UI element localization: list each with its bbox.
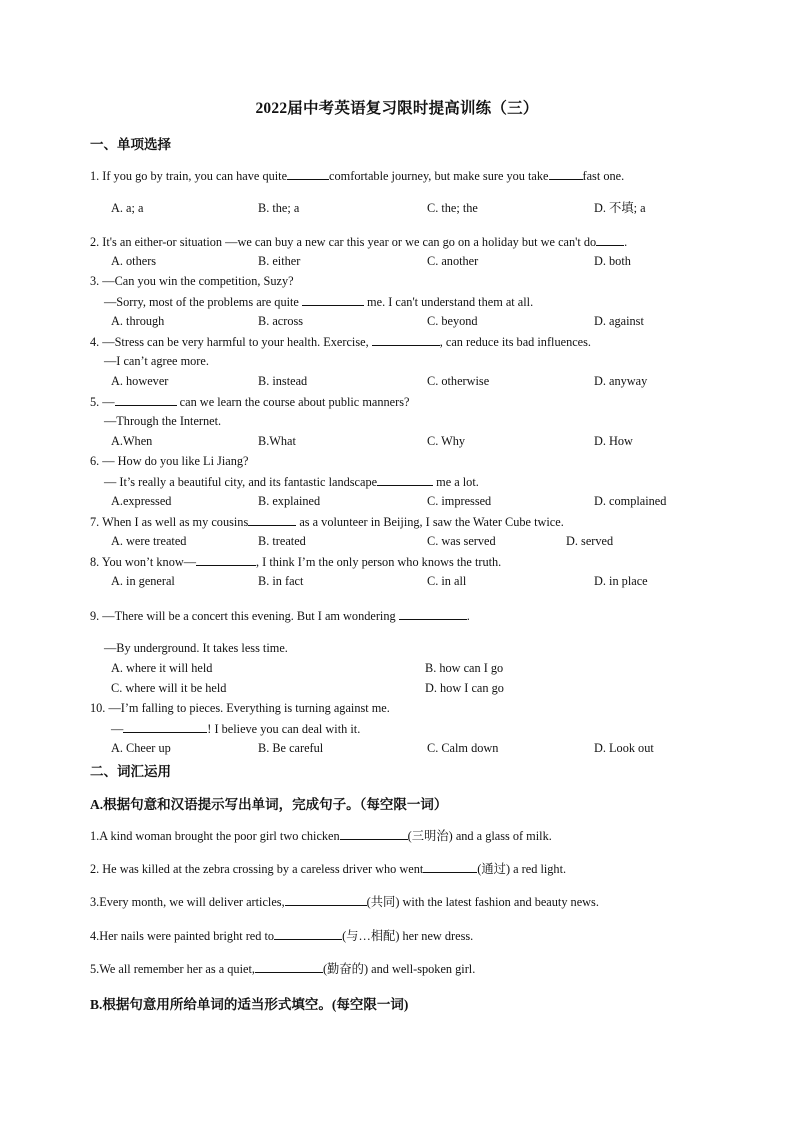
answer-blank [302, 293, 364, 306]
page-title: 2022届中考英语复习限时提高训练（三） [255, 100, 539, 117]
option-d: D. against [594, 314, 644, 328]
question-8-line [90, 553, 501, 570]
section-1-heading: 一、单项选择 [90, 137, 171, 152]
option-c: C. another [427, 254, 479, 268]
question-text: — It’s really a beautiful city, and its fantastic landscape [104, 475, 378, 489]
item-text: with the latest fashion and beauty news. [402, 895, 599, 909]
question-4-line [90, 333, 591, 350]
option-a: A. in general [111, 574, 175, 588]
item-text: 1.A kind woman brought the poor girl two chicken [90, 829, 340, 843]
question-7-line [90, 513, 564, 530]
question-text: 7. When I as well as my cousins [90, 515, 249, 529]
vocab-item [90, 893, 599, 910]
option-a: A.When [111, 434, 153, 448]
answer-blank [274, 927, 342, 940]
option-a: A.expressed [111, 494, 172, 508]
item-text: a red light. [513, 862, 567, 876]
option-b: B. either [258, 254, 301, 268]
option-d: D. Look out [594, 741, 654, 755]
answer-blank [123, 720, 207, 733]
vocab-item [90, 960, 475, 977]
option-c: C. the; the [427, 201, 478, 215]
vocab-item [90, 860, 566, 877]
question-text: comfortable journey, but make sure you take [329, 169, 549, 183]
option-a: A. however [111, 374, 169, 388]
question-5-line [90, 393, 409, 410]
item-text: 4.Her nails were painted bright red to [90, 929, 275, 943]
question-text: 4. —Stress can be very harmful to your health. Exercise, [90, 335, 369, 349]
question-text: . [466, 609, 470, 623]
option-a: A. through [111, 314, 165, 328]
answer-blank [399, 607, 467, 620]
question-9-line: —By underground. It takes less time. [104, 641, 288, 655]
section-2-heading: 二、词汇运用 [90, 764, 171, 779]
answer-blank [255, 960, 323, 973]
option-d: D. 不填; a [594, 201, 646, 215]
answer-blank [596, 233, 624, 246]
answer-blank [423, 860, 477, 873]
question-text: 5. — [90, 395, 115, 409]
option-b: B. explained [258, 494, 321, 508]
chinese-hint: (勤奋的) [322, 962, 369, 976]
question-3-line: 3. —Can you win the competition, Suzy? [90, 274, 294, 288]
question-text: me a lot. [436, 475, 479, 489]
question-3-line [104, 293, 533, 310]
option-d: D. served [566, 534, 614, 548]
answer-blank [377, 473, 433, 486]
vocab-item [90, 827, 552, 844]
option-b: B. how can I go [425, 661, 504, 675]
question-6-line [104, 473, 479, 490]
answer-blank [287, 167, 329, 180]
question-1-line [90, 167, 624, 184]
option-a: A. Cheer up [111, 741, 171, 755]
question-text: can we learn the course about public manners? [179, 395, 410, 409]
answer-blank [340, 827, 408, 840]
option-b: B. in fact [258, 574, 304, 588]
question-text: 9. —There will be a concert this evening. But I am wondering [90, 609, 396, 623]
option-c: C. was served [427, 534, 496, 548]
answer-blank [549, 167, 583, 180]
item-text: her new dress. [402, 929, 474, 943]
question-10-line: 10. —I’m falling to pieces. Everything is turning against me. [90, 701, 390, 715]
question-text: 2. It's an either-or situation —we can buy a new car this year or we can go on a holiday but we can't do [90, 235, 597, 249]
option-d: D. anyway [594, 374, 648, 388]
question-text: —Sorry, most of the problems are quite [104, 295, 299, 309]
chinese-hint: (通过) [477, 862, 511, 876]
item-text: 3.Every month, we will deliver articles, [90, 895, 285, 909]
option-c: C. where will it be held [111, 681, 227, 695]
option-c: C. beyond [427, 314, 478, 328]
option-a: A. where it will held [111, 661, 213, 675]
question-text: ! I believe you can deal with it. [207, 722, 361, 736]
question-text: , can reduce its bad influences. [439, 335, 591, 349]
chinese-hint: (三明治) [407, 829, 453, 843]
option-c: C. Why [427, 434, 466, 448]
question-9-line [90, 607, 470, 624]
option-b: B. across [258, 314, 304, 328]
item-text: 2. He was killed at the zebra crossing by a careless driver who went [90, 862, 424, 876]
part-b-heading: B.根据句意用所给单词的适当形式填空。(每空限一词) [90, 997, 409, 1012]
option-d: D. complained [594, 494, 667, 508]
option-d: D. How [594, 434, 633, 448]
question-text: , I think I’m the only person who knows the truth. [256, 555, 502, 569]
answer-blank [115, 393, 177, 406]
option-a: A. a; a [111, 201, 144, 215]
question-text: . [624, 235, 628, 249]
option-a: A. were treated [111, 534, 187, 548]
question-text: me. I can't understand them at all. [367, 295, 534, 309]
option-b: B. instead [258, 374, 308, 388]
item-text: 5.We all remember her as a quiet, [90, 962, 255, 976]
part-a-heading: A.根据句意和汉语提示写出单词，完成句子。（每空限一词） [90, 797, 448, 812]
option-d: D. how I can go [425, 681, 504, 695]
question-text: fast one. [582, 169, 625, 183]
question-5-line: —Through the Internet. [104, 414, 222, 428]
question-text: 8. You won’t know— [90, 555, 197, 569]
option-c: C. in all [427, 574, 467, 588]
option-b: B. treated [258, 534, 306, 548]
option-a: A. others [111, 254, 157, 268]
item-text: and well-spoken girl. [371, 962, 476, 976]
question-text: as a volunteer in Beijing, I saw the Water Cube twice. [299, 515, 564, 529]
option-b: B. Be careful [258, 741, 324, 755]
question-4-line: —I can’t agree more. [104, 354, 209, 368]
option-d: D. in place [594, 574, 648, 588]
vocab-item [90, 927, 473, 944]
chinese-hint: (与…相配) [342, 929, 400, 943]
item-text: and a glass of milk. [455, 829, 552, 843]
option-b: B. the; a [258, 201, 300, 215]
answer-blank [248, 513, 296, 526]
question-6-line: 6. — How do you like Li Jiang? [90, 454, 249, 468]
option-c: C. impressed [427, 494, 492, 508]
chinese-hint: (共同) [366, 895, 400, 909]
answer-blank [285, 893, 367, 906]
answer-blank [372, 333, 440, 346]
option-c: C. Calm down [427, 741, 499, 755]
answer-blank [196, 553, 256, 566]
question-10-line [111, 720, 360, 737]
question-2-line [90, 233, 627, 250]
option-c: C. otherwise [427, 374, 490, 388]
option-b: B.What [258, 434, 296, 448]
question-text: — [111, 722, 124, 736]
question-text: 1. If you go by train, you can have quite [90, 169, 288, 183]
option-d: D. both [594, 254, 631, 268]
